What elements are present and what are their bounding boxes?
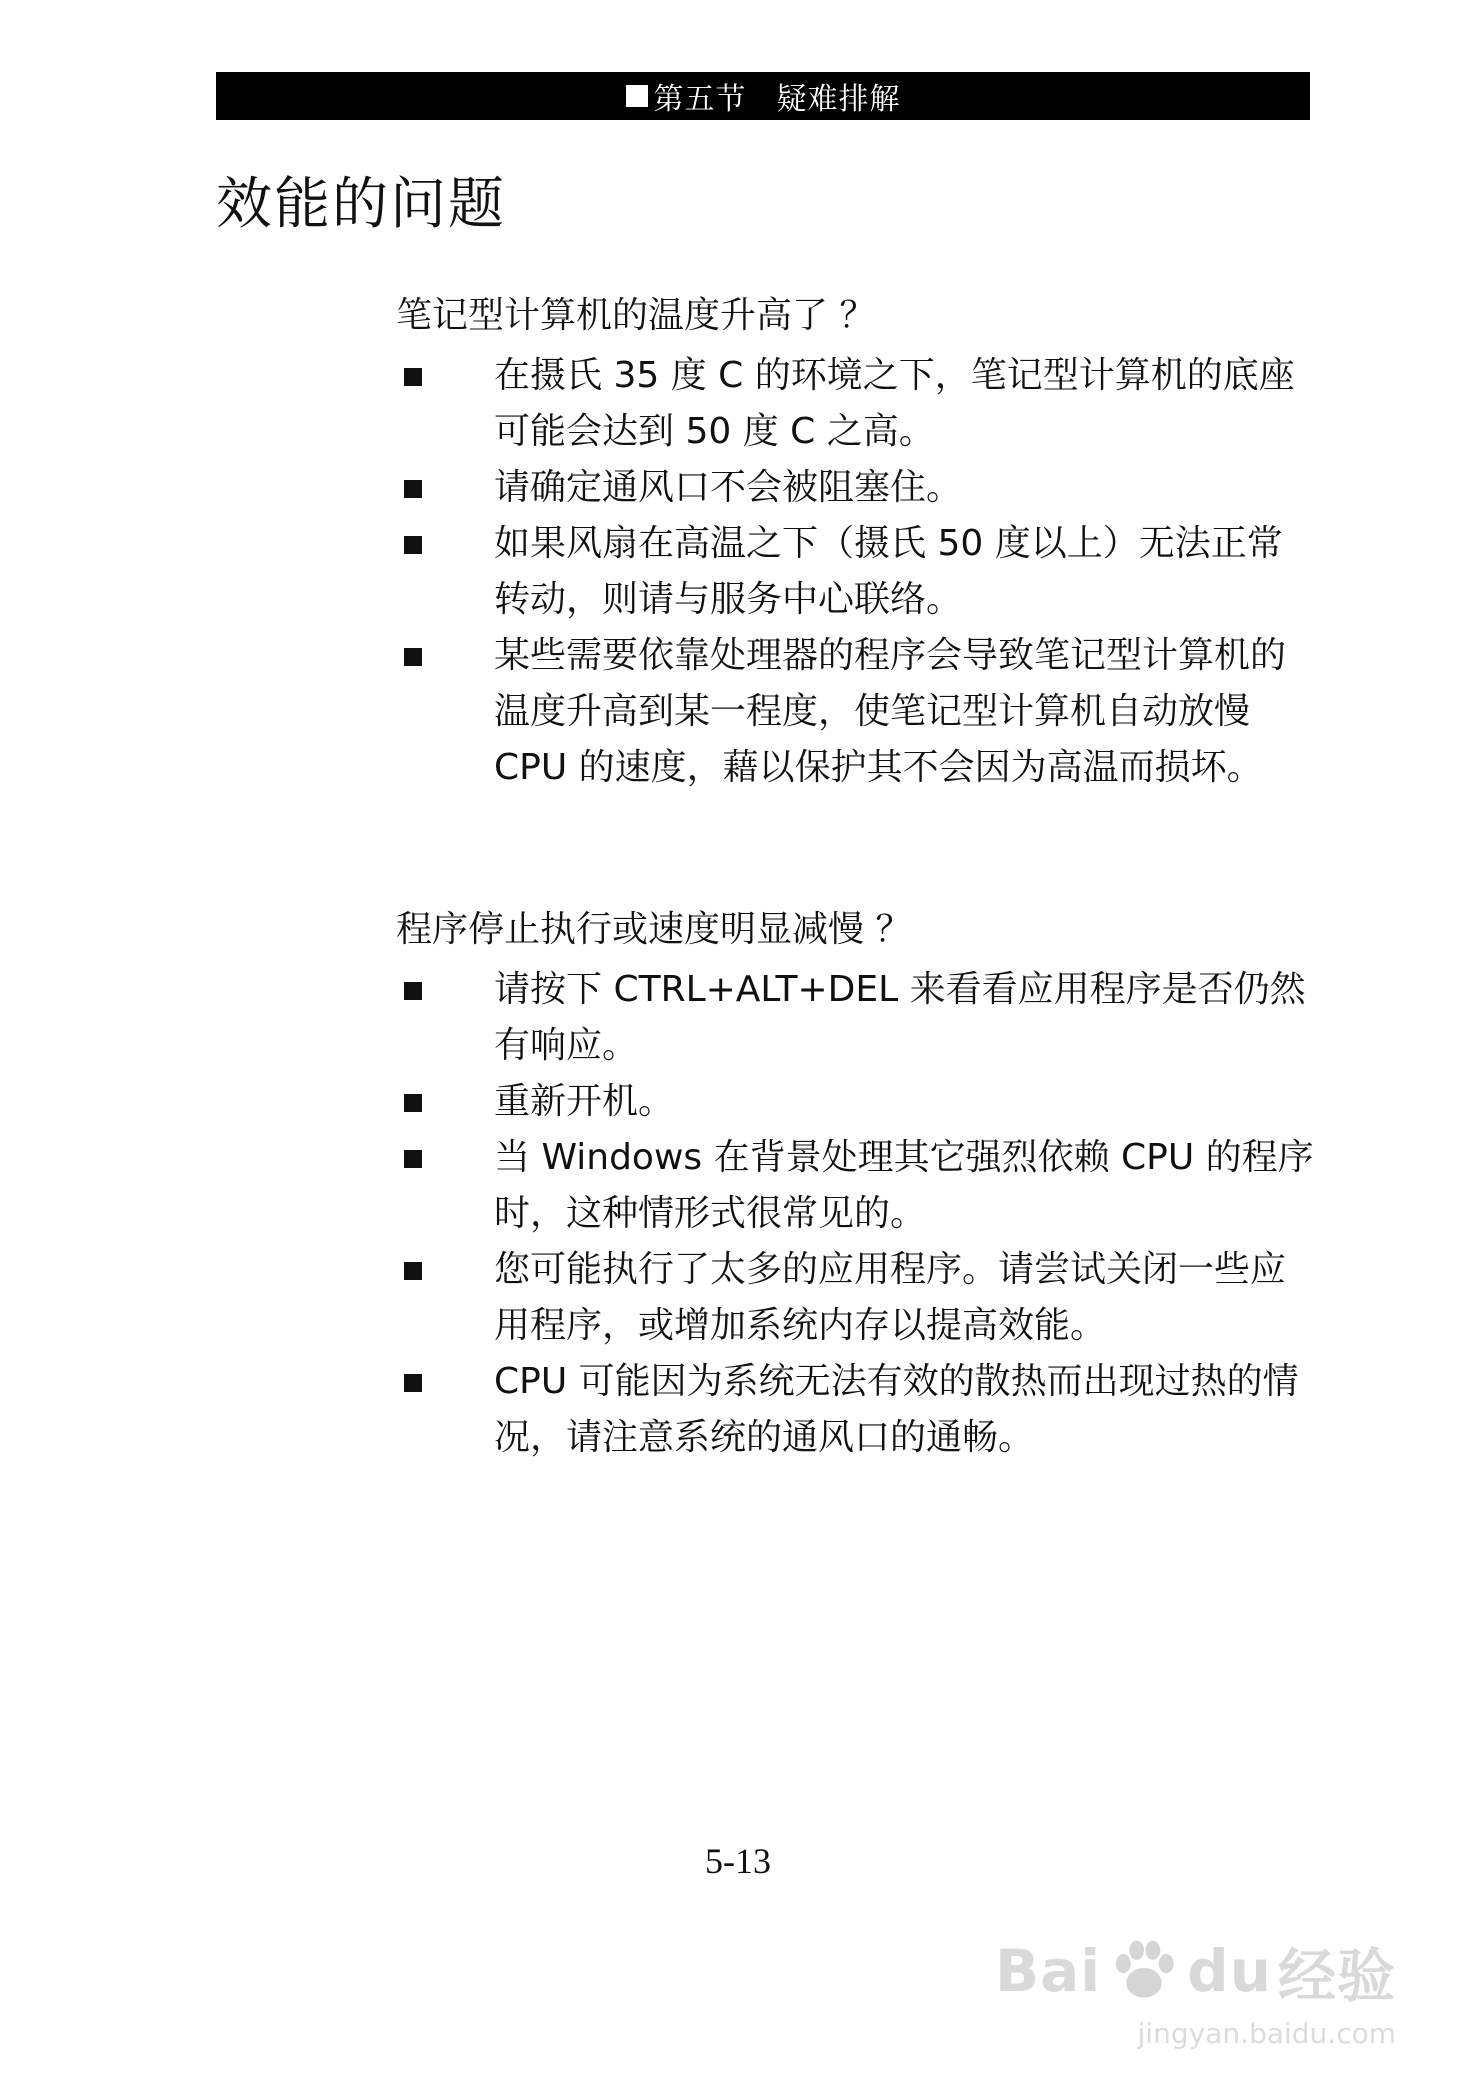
page-number: 5-13 [705,1841,771,1881]
faq-section-slowdown [396,902,1316,1466]
faq-question: 笔记型计算机的温度升高了 ？ [396,295,876,336]
faq-answer-item: 某些需要依靠处理器的程序会导致笔记型计算机的温度升高到某一程度，使笔记型计算机自动放慢 CPU 的速度，藉以保护其不会因为高温而损坏。 [396,628,1316,796]
square-bullet-icon [404,368,422,386]
square-bullet-icon [404,648,422,666]
faq-answer-item: 您可能执行了太多的应用程序。请尝试关闭一些应用程序，或增加系统内存以提高效能。 [396,1242,1316,1354]
square-bullet-icon [404,1262,422,1280]
faq-answer-list [396,962,1316,1466]
faq-answer-list [396,348,1316,796]
square-bullet-icon [404,536,422,554]
page-title: 效能的问题 [216,172,506,237]
faq-answer-item: 重新开机。 [396,1074,1316,1130]
section-header-bar [216,72,1310,120]
header-topic-label: 疑难排解 [776,82,901,117]
faq-section-temperature [396,288,1316,796]
faq-question: 程序停止执行或速度明显减慢 ？ [396,909,912,950]
faq-answer-item: 如果风扇在高温之下（摄氏 50 度以上）无法正常转动，则请与服务中心联络。 [396,516,1316,628]
faq-answer-item: 请确定通风口不会被阻塞住。 [396,460,1316,516]
square-bullet-icon [404,982,422,1000]
faq-answer-item: 当 Windows 在背景处理其它强烈依赖 CPU 的程序时，这种情形式很常见的。 [396,1130,1316,1242]
paw-logo-icon [1107,1934,1181,2008]
square-bullet-icon [626,85,648,107]
square-bullet-icon [404,1374,422,1392]
faq-answer-item: 在摄氏 35 度 C 的环境之下，笔记型计算机的底座可能会达到 50 度 C 之高。 [396,348,1316,460]
watermark-brand: Bai [994,1937,1102,2005]
faq-answer-item: 请按下 CTRL+ALT+DEL 来看看应用程序是否仍然有响应。 [396,962,1316,1074]
watermark-brand-2: du [1187,1937,1272,2005]
faq-answer-item: CPU 可能因为系统无法有效的散热而出现过热的情况，请注意系统的通风口的通畅。 [396,1354,1316,1466]
watermark-suffix: 经验 [1277,1942,1396,2010]
baidu-jingyan-watermark [995,1929,1396,2050]
watermark-url: jingyan.baidu.com [1137,2017,1396,2050]
header-section-label: 第五节 [653,82,747,117]
square-bullet-icon [404,1150,422,1168]
square-bullet-icon [404,480,422,498]
square-bullet-icon [404,1094,422,1112]
